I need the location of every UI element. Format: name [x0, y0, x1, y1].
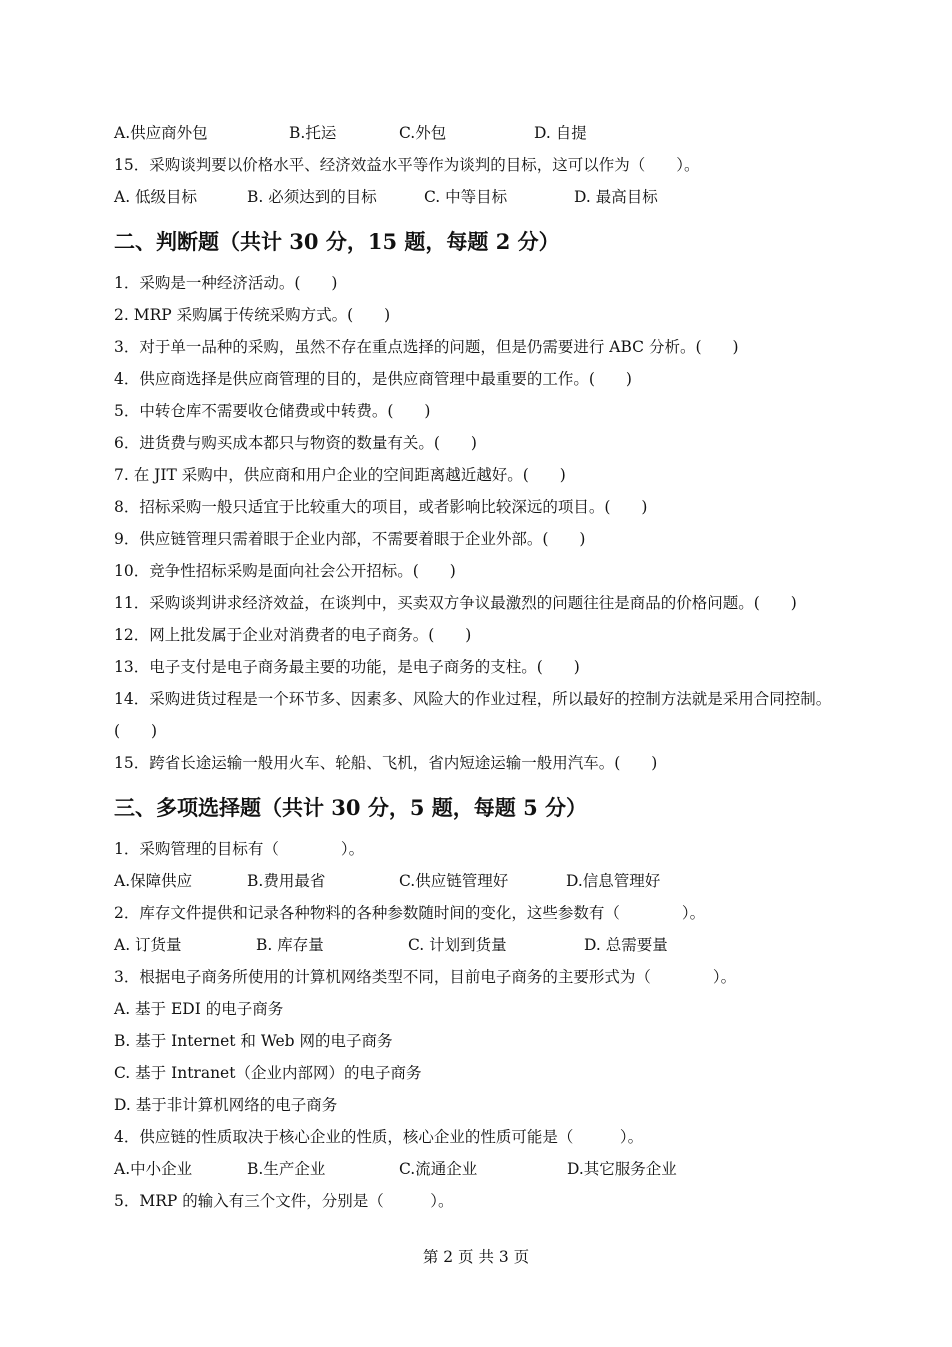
tf-question-11: 11．采购谈判讲求经济效益，在谈判中，买卖双方争议最激烈的问题往往是商品的价格问题。( ): [114, 594, 797, 612]
mc-question-5: 5．MRP 的输入有三个文件，分别是（ ）。: [114, 1192, 454, 1210]
option-b: B.托运: [289, 124, 337, 142]
option-a: A.保障供应: [114, 872, 193, 890]
option-b: B.费用最省: [247, 872, 326, 890]
mc-q3-option-c: C. 基于 Intranet（企业内部网）的电子商务: [114, 1064, 422, 1082]
mc-question-3: 3．根据电子商务所使用的计算机网络类型不同，目前电子商务的主要形式为（ ）。: [114, 968, 737, 986]
option-a: A.中小企业: [114, 1160, 193, 1178]
page-number: 第 2 页 共 3 页: [422, 1248, 530, 1266]
q15-options: [114, 181, 854, 213]
option-d: D. 自提: [534, 124, 587, 142]
tf-question-4: 4．供应商选择是供应商管理的目的，是供应商管理中最重要的工作。( ): [114, 370, 632, 388]
option-d: D.其它服务企业: [567, 1160, 677, 1178]
tf-question-13: 13．电子支付是电子商务最主要的功能，是电子商务的支柱。( ): [114, 658, 580, 676]
tf-question-10: 10．竞争性招标采购是面向社会公开招标。( ): [114, 562, 456, 580]
option-b: B.生产企业: [247, 1160, 326, 1178]
tf-question-5: 5．中转仓库不需要收仓储费或中转费。( ): [114, 402, 431, 420]
q15-text: 15．采购谈判要以价格水平、经济效益水平等作为谈判的目标，这可以作为（ ）。: [114, 156, 700, 174]
tf-question-15: 15．跨省长途运输一般用火车、轮船、飞机，省内短途运输一般用汽车。( ): [114, 754, 658, 772]
option-d: D.信息管理好: [566, 872, 661, 890]
mc-q3-option-b: B. 基于 Internet 和 Web 网的电子商务: [114, 1032, 393, 1050]
section2-title: 二、判断题（共计 30 分，15 题，每题 2 分）: [114, 229, 560, 254]
tf-question-8: 8．招标采购一般只适宜于比较重大的项目，或者影响比较深远的项目。( ): [114, 498, 648, 516]
option-c: C.供应链管理好: [399, 872, 509, 890]
mc-q1-options: [114, 865, 854, 897]
option-a: A. 订货量: [114, 936, 182, 954]
option-d: D. 最高目标: [574, 188, 658, 206]
mc-q2-options: [114, 929, 854, 961]
tf-question-14: 14．采购进货过程是一个环节多、因素多、风险大的作业过程，所以最好的控制方法就是采用合同控制。( ): [114, 690, 832, 740]
tf-question-3: 3．对于单一品种的采购，虽然不存在重点选择的问题，但是仍需要进行 ABC 分析。( ): [114, 338, 739, 356]
mc-q3-option-d: D. 基于非计算机网络的电子商务: [114, 1096, 338, 1114]
tf-question-9: 9．供应链管理只需着眼于企业内部，不需要着眼于企业外部。( ): [114, 530, 586, 548]
section3-title: 三、多项选择题（共计 30 分，5 题，每题 5 分）: [114, 795, 588, 820]
option-b: B. 库存量: [256, 936, 324, 954]
tf-question-6: 6．进货费与购买成本都只与物资的数量有关。( ): [114, 434, 477, 452]
option-d: D. 总需要量: [584, 936, 668, 954]
tf-question-12: 12．网上批发属于企业对消费者的电子商务。( ): [114, 626, 472, 644]
mc-q3-option-a: A. 基于 EDI 的电子商务: [114, 1000, 284, 1018]
option-c: C. 计划到货量: [408, 936, 507, 954]
tf-question-1: 1．采购是一种经济活动。( ): [114, 274, 338, 292]
tf-question-7: 7. 在 JIT 采购中，供应商和用户企业的空间距离越近越好。( ): [114, 466, 566, 484]
page-content: [114, 117, 854, 1217]
option-a: A. 低级目标: [114, 188, 198, 206]
tf-question-2: 2. MRP 采购属于传统采购方式。( ): [114, 306, 391, 324]
option-c: C.流通企业: [399, 1160, 478, 1178]
mc-q4-options: [114, 1153, 854, 1185]
q14-options: [114, 117, 854, 149]
mc-question-4: 4．供应链的性质取决于核心企业的性质，核心企业的性质可能是（ ）。: [114, 1128, 644, 1146]
option-a: A.供应商外包: [114, 124, 208, 142]
option-c: C. 中等目标: [424, 188, 508, 206]
mc-question-1: 1．采购管理的目标有（ ）。: [114, 840, 365, 858]
mc-question-2: 2．库存文件提供和记录各种物料的各种参数随时间的变化，这些参数有（ ）。: [114, 904, 706, 922]
option-c: C.外包: [399, 124, 447, 142]
option-b: B. 必须达到的目标: [247, 188, 377, 206]
